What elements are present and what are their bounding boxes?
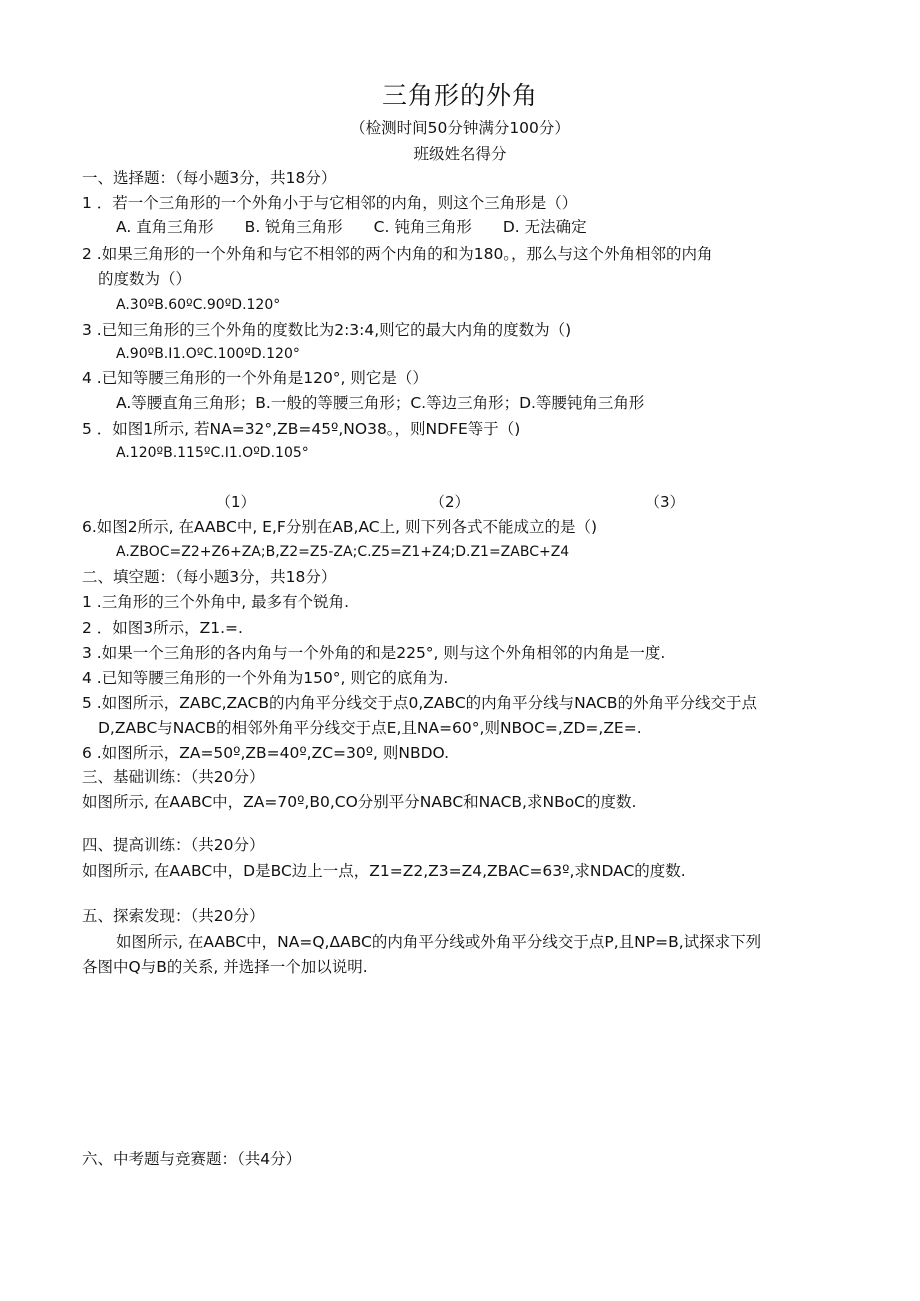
s2-question-1: 1 .三角形的三个外角中, 最多有个锐角. [82,593,349,611]
s1-question-2-line-1: 2 .如果三角形的一个外角和与它不相邻的两个内角的和为180。，那么与这个外角相邻的内角 [82,245,713,263]
section-1-heading: 一、选择题：（每小题3分，共18分） [82,169,337,187]
section-6-heading: 六、中考题与竞赛题：（共4分） [82,1150,302,1168]
section-5-heading: 五、探索发现：（共20分） [82,907,265,925]
s1-question-5-options: A.120ºB.115ºC.I1.OºD.105° [116,445,309,461]
s1-question-5: 5 ．如图1所示, 若NA=32°,ZB=45º,NO38。，则NDFE等于（) [82,420,521,438]
section-3-heading: 三、基础训练：（共20分） [82,768,265,786]
s5-problem-line-2: 各图中Q与B的关系, 并选择一个加以说明. [82,958,368,976]
s2-question-6: 6 .如图所示，ZA=50º,ZB=40º,ZC=30º, 则NBDO. [82,744,450,762]
s1-question-2-line-2: 的度数为（） [98,270,192,288]
s4-problem: 如图所示, 在AABC中，D是BC边上一点，Z1=Z2,Z3=Z4,ZBAC=63º,求NDAC的度数. [82,862,686,880]
s1-question-1-options: A. 直角三角形 B. 锐角三角形 C. 钝角三角形 D. 无法确定 [116,218,587,236]
page-title: 三角形的外角 [381,81,538,110]
s1-question-4-options: A.等腰直角三角形；B.一般的等腰三角形；C.等边三角形；D.等腰钝角三角形 [116,394,645,412]
figure-1-label: （1） [216,493,256,511]
figure-2-label: （2） [430,493,470,511]
page-subtitle: （检测时间50分钟满分100分） [350,119,570,137]
s1-question-6: 6.如图2所示, 在AABC中, E,F分别在AB,AC上, 则下列各式不能成立的是（) [82,518,598,536]
s1-question-4: 4 .已知等腰三角形的一个外角是120°, 则它是（） [82,369,428,387]
s1-question-6-options: A.ZBOC=Z2+Z6+ZA;B,Z2=Z5-ZA;C.Z5=Z1+Z4;D.Z1=ZABC+Z4 [116,544,570,560]
s1-question-3: 3 .已知三角形的三个外角的度数比为2:3:4,则它的最大内角的度数为（) [82,321,572,339]
s1-question-2-options: A.30ºB.60ºC.90ºD.120° [116,297,281,313]
s2-question-3: 3 .如果一个三角形的各内角与一个外角的和是225°, 则与这个外角相邻的内角是一度. [82,644,666,662]
s1-question-1: 1 ．若一个三角形的一个外角小于与它相邻的内角，则这个三角形是（） [82,194,578,212]
figure-3-label: （3） [645,493,685,511]
s3-problem: 如图所示, 在AABC中，ZA=70º,B0,CO分别平分NABC和NACB,求NBoC的度数. [82,793,637,811]
s2-question-2: 2 ．如图3所示，Z1.=. [82,619,243,637]
s5-problem-line-1: 如图所示, 在AABC中，NA=Q,ΔABC的内角平分线或外角平分线交于点P,且NP=B,试探求下列 [116,933,762,951]
s1-question-3-options: A.90ºB.I1.OºC.100ºD.120° [116,346,300,362]
student-info-line: 班级姓名得分 [413,145,507,163]
s2-question-5-line-2: D,ZABC与NACB的相邻外角平分线交于点E,且NA=60°,则NBOC=,ZD=,ZE=. [98,719,642,737]
section-4-heading: 四、提高训练：（共20分） [82,836,265,854]
s2-question-5-line-1: 5 .如图所示，ZABC,ZACB的内角平分线交于点0,ZABC的内角平分线与NACB的外角平分线交于点 [82,694,758,712]
s2-question-4: 4 .已知等腰三角形的一个外角为150°, 则它的底角为. [82,669,449,687]
section-2-heading: 二、填空题：（每小题3分，共18分） [82,568,337,586]
